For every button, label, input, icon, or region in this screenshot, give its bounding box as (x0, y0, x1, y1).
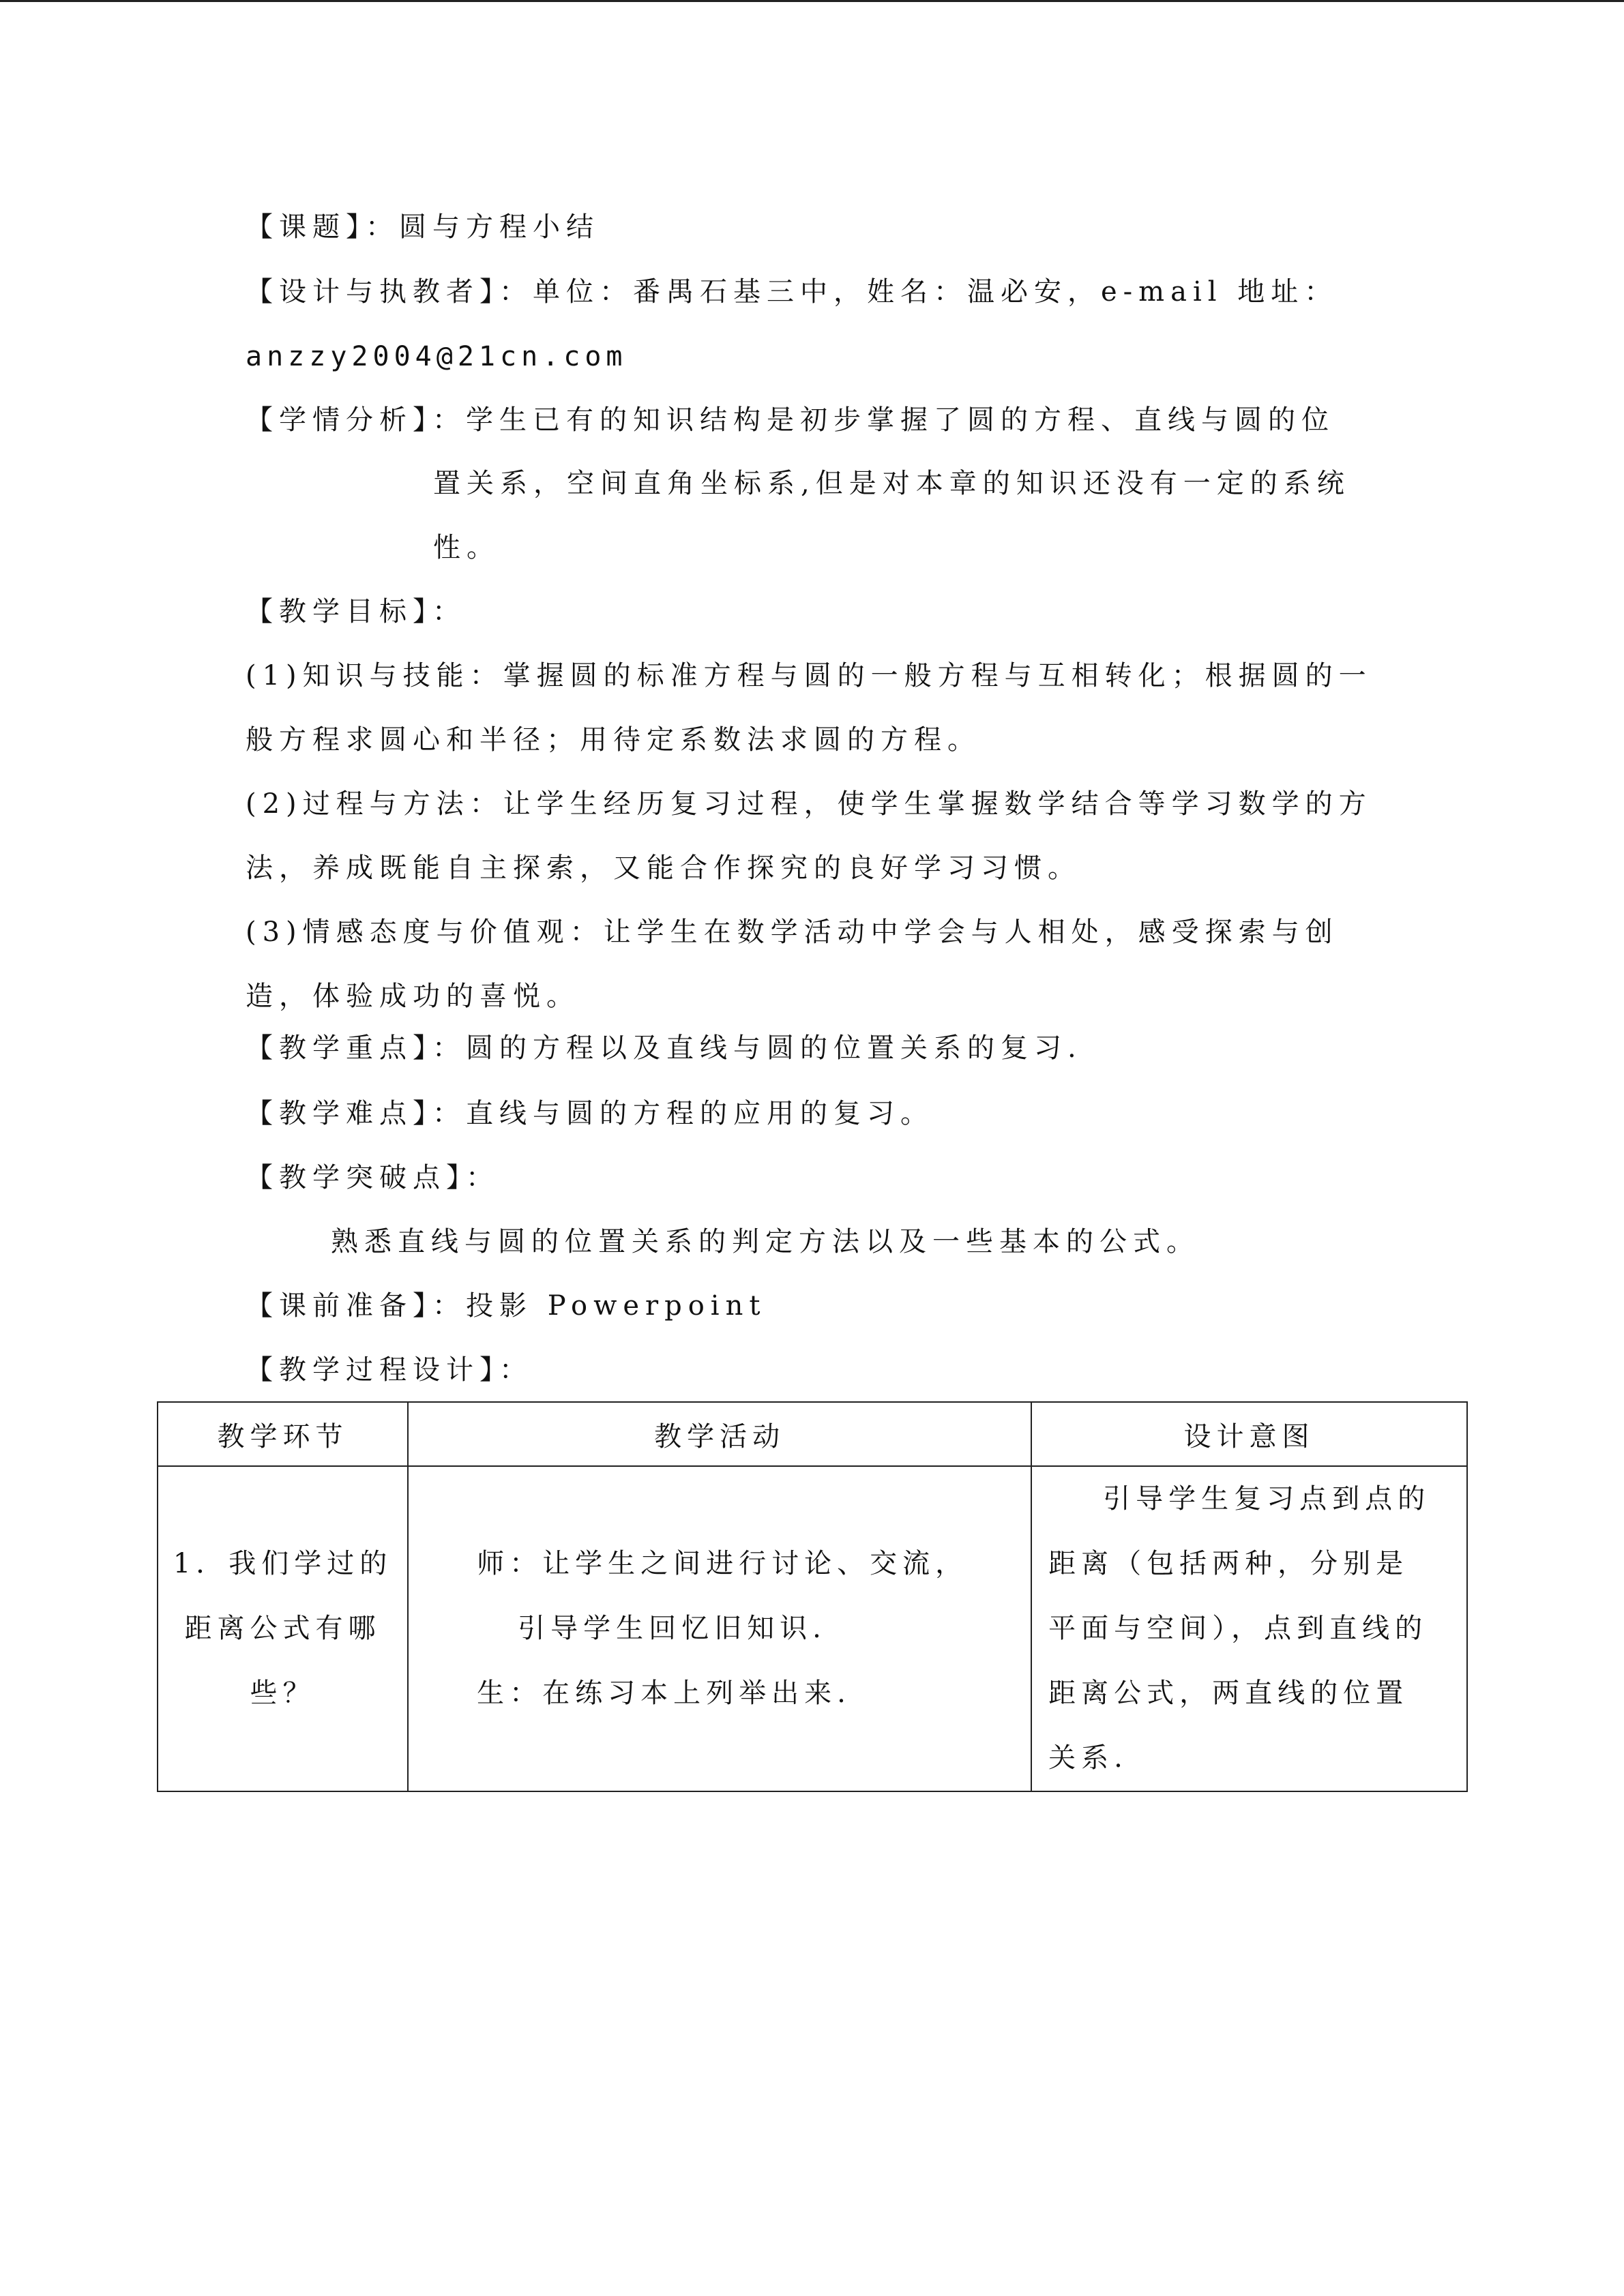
intent-line: 引导学生复习点到点的 (1103, 1483, 1431, 1515)
table-row (158, 1466, 1467, 1791)
preparation-text: ：投影 Powerpoint (432, 1290, 767, 1322)
intent-line: 距离公式，两直线的位置 (1048, 1678, 1409, 1709)
header-intent: 设计意图 (1031, 1402, 1467, 1466)
objectives-label: 【教学目标】 (246, 596, 432, 627)
preparation-label: 【课前准备】 (246, 1290, 432, 1322)
process-label: 【教学过程设计】 (246, 1354, 499, 1386)
analysis-line-3: 性。 (433, 532, 500, 563)
objective-line-2: 般方程求圆心和半径；用待定系数法求圆的方程。 (246, 724, 981, 756)
page-top-rule (0, 0, 1624, 2)
objectives-colon: ： (432, 596, 466, 627)
intent-line: 平面与空间），点到直线的 (1048, 1613, 1428, 1644)
process-table (157, 1401, 1468, 1792)
stage-line: 1．我们学过的 (173, 1548, 393, 1579)
objective-line-6: 造，体验成功的喜悦。 (246, 981, 580, 1012)
designer-label: 【设计与执教者】 (246, 276, 499, 308)
process-colon: ： (499, 1354, 533, 1386)
process-heading (246, 1356, 533, 1384)
breakthrough-text: 熟悉直线与圆的位置关系的判定方法以及一些基本的公式。 (331, 1226, 1200, 1257)
difficulty-text: ：直线与圆的方程的应用的复习。 (432, 1098, 934, 1129)
intent-line: 距离（包括两种，分别是 (1048, 1548, 1409, 1579)
objective-line-3: (2)过程与方法：让学生经历复习过程，使学生掌握数学结合等学习数学的方 (246, 788, 1372, 820)
topic-label: 【课题】 (246, 211, 366, 243)
topic-line (246, 213, 600, 241)
analysis-line-2: 置关系，空间直角坐标系,但是对本章的知识还没有一定的系统 (433, 468, 1350, 499)
stage-line: 距离公式有哪 (184, 1613, 381, 1644)
breakthrough-colon: ： (466, 1162, 499, 1193)
activity-line: 师：让学生之间进行讨论、交流， (477, 1548, 969, 1579)
analysis-line-1 (246, 406, 1335, 434)
difficulty-label: 【教学难点】 (246, 1098, 432, 1129)
header-stage: 教学环节 (158, 1402, 408, 1466)
header-activity: 教学活动 (408, 1402, 1031, 1466)
table-header-row (158, 1402, 1467, 1466)
topic-text: ：圆与方程小结 (366, 211, 600, 243)
difficulty-line (246, 1100, 934, 1127)
objective-line-4: 法，养成既能自主探索，又能合作探究的良好学习习惯。 (246, 852, 1081, 884)
activity-line: 引导学生回忆旧知识. (518, 1613, 827, 1644)
stage-cell (158, 1466, 408, 1791)
focus-line (246, 1034, 1082, 1062)
intent-cell (1031, 1466, 1467, 1791)
objectives-heading (246, 598, 466, 625)
objective-line-5: (3)情感态度与价值观：让学生在数学活动中学会与人相处，感受探索与创 (246, 916, 1339, 948)
designer-text: ：单位：番禺石基三中，姓名：温必安，e-mail 地址： (499, 276, 1338, 308)
intent-line: 关系. (1048, 1742, 1128, 1774)
breakthrough-label: 【教学突破点】 (246, 1162, 466, 1193)
breakthrough-heading (246, 1164, 499, 1191)
activity-line: 生：在练习本上列举出来. (477, 1678, 851, 1709)
analysis-label: 【学情分析】 (246, 404, 432, 436)
preparation-line (246, 1292, 766, 1320)
stage-line: 些？ (250, 1678, 316, 1709)
email-text: anzzy2004@21cn.com (246, 341, 628, 372)
analysis-text-1: ：学生已有的知识结构是初步掌握了圆的方程、直线与圆的位 (432, 404, 1335, 436)
focus-text: ：圆的方程以及直线与圆的位置关系的复习. (432, 1032, 1082, 1064)
focus-label: 【教学重点】 (246, 1032, 432, 1064)
objective-line-1: (1)知识与技能：掌握圆的标准方程与圆的一般方程与互相转化；根据圆的一 (246, 660, 1372, 691)
activity-cell (408, 1466, 1031, 1791)
designer-line (246, 276, 1338, 308)
